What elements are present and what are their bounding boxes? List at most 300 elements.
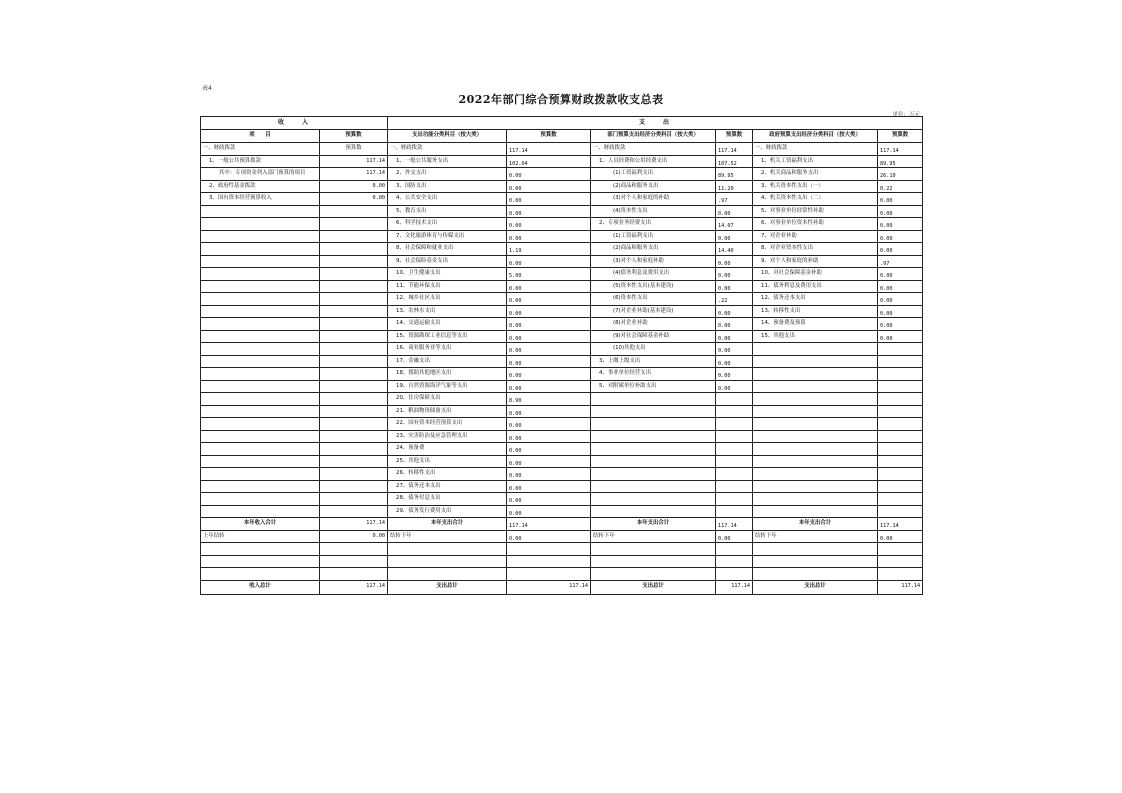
gov-item-cell bbox=[753, 343, 878, 356]
gov-item-cell bbox=[753, 355, 878, 368]
gov-value-cell bbox=[878, 443, 923, 456]
func-item-cell: 24、预备费 bbox=[388, 443, 507, 456]
gov-item-cell bbox=[753, 455, 878, 468]
func-item-cell: 3、国防支出 bbox=[388, 180, 507, 193]
blank-cell bbox=[388, 543, 507, 556]
dept-item-cell: (10)其他支出 bbox=[591, 343, 716, 356]
dept-item-cell: (8)对企业补助 bbox=[591, 318, 716, 331]
func-value-cell: 8.90 bbox=[507, 393, 591, 406]
func-item-cell: 28、债务付息支出 bbox=[388, 493, 507, 506]
gov-item-cell bbox=[753, 493, 878, 506]
dept-item-cell: 1、人员经费和公用经费支出 bbox=[591, 155, 716, 168]
dept-value-cell: 0.00 bbox=[716, 280, 753, 293]
gov-item-cell: 13、转移性支出 bbox=[753, 305, 878, 318]
func-item-cell: 17、金融支出 bbox=[388, 355, 507, 368]
total-row bbox=[201, 580, 923, 594]
subtotal-row bbox=[201, 518, 923, 531]
income-item-cell bbox=[201, 455, 320, 468]
table-row bbox=[201, 343, 923, 356]
func-item-cell: 25、其他支出 bbox=[388, 455, 507, 468]
table-row bbox=[201, 230, 923, 243]
func-item-cell: 23、灾害防治及应急管理支出 bbox=[388, 430, 507, 443]
func-value-cell: 0.00 bbox=[507, 480, 591, 493]
dept-value-cell bbox=[716, 480, 753, 493]
gov-value-cell: 0.00 bbox=[878, 268, 923, 281]
income-value-cell bbox=[320, 368, 388, 381]
gov-item-cell: 2、机关商品和服务支出 bbox=[753, 168, 878, 181]
func-value-cell: 0.00 bbox=[507, 218, 591, 231]
func-value-cell: 0.00 bbox=[507, 330, 591, 343]
income-item-cell bbox=[201, 393, 320, 406]
subtotal-func-value: 117.14 bbox=[507, 518, 591, 531]
blank-cell bbox=[878, 555, 923, 568]
income-value-cell bbox=[320, 418, 388, 431]
func-value-cell: 0.00 bbox=[507, 230, 591, 243]
dept-item-cell: (1)工资福利支出 bbox=[591, 168, 716, 181]
gov-value-cell: .97 bbox=[878, 255, 923, 268]
gov-value-cell bbox=[878, 355, 923, 368]
gov-item-cell: 15、其他支出 bbox=[753, 330, 878, 343]
gov-item-cell bbox=[753, 368, 878, 381]
income-value-cell bbox=[320, 230, 388, 243]
func-value-cell: 0.00 bbox=[507, 180, 591, 193]
blank-cell bbox=[388, 568, 507, 581]
func-item-cell: 一、财政拨款 bbox=[388, 143, 507, 156]
dept-budget-header: 预算数 bbox=[716, 130, 753, 143]
gov-item-cell bbox=[753, 430, 878, 443]
gov-value-cell bbox=[878, 343, 923, 356]
subtotal-dept-value: 117.14 bbox=[716, 518, 753, 531]
gov-item-cell: 7、对企业补助 bbox=[753, 230, 878, 243]
func-item-cell: 4、公共安全支出 bbox=[388, 193, 507, 206]
gov-value-cell bbox=[878, 368, 923, 381]
income-item-cell: 2、政府性基金拨款 bbox=[201, 180, 320, 193]
func-value-cell: 0.00 bbox=[507, 368, 591, 381]
blank-cell bbox=[591, 568, 716, 581]
table-row bbox=[201, 268, 923, 281]
income-item-cell bbox=[201, 205, 320, 218]
gov-item-cell: 3、机关资本性支出（一） bbox=[753, 180, 878, 193]
dept-item-cell: (4)资本性支出 bbox=[591, 205, 716, 218]
carry-gov-label: 结转下年 bbox=[753, 530, 878, 543]
dept-item-cell: (3)对个人和家庭的补助 bbox=[591, 193, 716, 206]
gov-value-cell: 0.00 bbox=[878, 193, 923, 206]
carry-gov-value: 0.00 bbox=[878, 530, 923, 543]
dept-item-cell bbox=[591, 455, 716, 468]
gov-value-cell bbox=[878, 505, 923, 518]
table-row bbox=[201, 255, 923, 268]
blank-cell bbox=[320, 543, 388, 556]
total-gov-label: 支出总计 bbox=[753, 580, 878, 594]
func-value-cell: 1.19 bbox=[507, 243, 591, 256]
gov-item-cell: 6、对事业单位资本性补助 bbox=[753, 218, 878, 231]
dept-item-cell bbox=[591, 405, 716, 418]
table-row bbox=[201, 293, 923, 306]
table-row bbox=[201, 305, 923, 318]
gov-item-cell: 11、债务利息及费用支出 bbox=[753, 280, 878, 293]
dept-value-cell bbox=[716, 455, 753, 468]
blank-cell bbox=[388, 555, 507, 568]
dept-item-cell: (2)商品和服务支出 bbox=[591, 180, 716, 193]
dept-value-cell: 0.00 bbox=[716, 305, 753, 318]
dept-value-cell: 0.00 bbox=[716, 343, 753, 356]
income-item-cell: 3、国有资本经营预算收入 bbox=[201, 193, 320, 206]
func-value-cell: 0.00 bbox=[507, 455, 591, 468]
func-value-cell: 5.00 bbox=[507, 268, 591, 281]
func-item-cell: 15、资源勘探工业信息等支出 bbox=[388, 330, 507, 343]
func-value-cell: 0.00 bbox=[507, 193, 591, 206]
dept-value-cell bbox=[716, 418, 753, 431]
income-item-header: 项 目 bbox=[201, 130, 320, 143]
func-item-cell: 21、粮油物资储备支出 bbox=[388, 405, 507, 418]
gov-value-cell: 0.00 bbox=[878, 205, 923, 218]
gov-value-cell bbox=[878, 380, 923, 393]
func-value-cell: 0.00 bbox=[507, 380, 591, 393]
table-row bbox=[201, 143, 923, 156]
dept-value-cell: 0.00 bbox=[716, 368, 753, 381]
func-item-cell: 19、自然资源海洋气象等支出 bbox=[388, 380, 507, 393]
func-item-cell: 6、科学技术支出 bbox=[388, 218, 507, 231]
gov-item-cell bbox=[753, 480, 878, 493]
income-value-cell bbox=[320, 243, 388, 256]
dept-item-cell bbox=[591, 418, 716, 431]
dept-value-cell: 0.00 bbox=[716, 205, 753, 218]
gov-value-cell: 0.00 bbox=[878, 318, 923, 331]
func-class-header: 支出功能分类科目（按大类） bbox=[388, 130, 507, 143]
dept-item-cell: 4、事业单位经营支出 bbox=[591, 368, 716, 381]
unit-label: 单位：万元 bbox=[892, 112, 920, 118]
gov-value-cell bbox=[878, 493, 923, 506]
income-value-cell bbox=[320, 505, 388, 518]
income-value-cell: 0.00 bbox=[320, 180, 388, 193]
gov-item-cell: 12、债务还本支出 bbox=[753, 293, 878, 306]
income-item-cell: 一、财政拨款 bbox=[201, 143, 320, 156]
dept-value-cell: 0.00 bbox=[716, 230, 753, 243]
func-item-cell: 22、国有资本经营预算支出 bbox=[388, 418, 507, 431]
func-value-cell: 0.00 bbox=[507, 205, 591, 218]
blank-cell bbox=[753, 543, 878, 556]
income-value-cell bbox=[320, 205, 388, 218]
income-value-cell bbox=[320, 380, 388, 393]
gov-value-cell: 0.00 bbox=[878, 230, 923, 243]
gov-value-cell bbox=[878, 430, 923, 443]
gov-value-cell: 0.00 bbox=[878, 305, 923, 318]
income-budget-header: 预算数 bbox=[320, 130, 388, 143]
subtotal-gov-value: 117.14 bbox=[878, 518, 923, 531]
carry-func-value: 0.00 bbox=[507, 530, 591, 543]
dept-item-cell bbox=[591, 505, 716, 518]
gov-value-cell bbox=[878, 405, 923, 418]
carry-row bbox=[201, 530, 923, 543]
func-item-cell: 1、一般公共服务支出 bbox=[388, 155, 507, 168]
blank-cell bbox=[591, 543, 716, 556]
income-item-cell bbox=[201, 493, 320, 506]
blank-cell bbox=[201, 543, 320, 556]
dept-item-cell: (2)商品和服务支出 bbox=[591, 243, 716, 256]
gov-item-cell bbox=[753, 418, 878, 431]
func-value-cell: 0.00 bbox=[507, 493, 591, 506]
table-row bbox=[201, 168, 923, 181]
blank-cell bbox=[753, 555, 878, 568]
func-value-cell: 0.00 bbox=[507, 405, 591, 418]
income-item-cell bbox=[201, 418, 320, 431]
gov-value-cell bbox=[878, 455, 923, 468]
income-value-cell bbox=[320, 280, 388, 293]
table-row bbox=[201, 155, 923, 168]
income-value-cell bbox=[320, 455, 388, 468]
blank-cell bbox=[320, 555, 388, 568]
dept-item-cell bbox=[591, 393, 716, 406]
blank-row bbox=[201, 555, 923, 568]
page-title: 2022年部门综合预算财政拨款收支总表 bbox=[458, 93, 664, 106]
subtotal-func-label: 本年支出合计 bbox=[388, 518, 507, 531]
dept-value-cell: 0.00 bbox=[716, 330, 753, 343]
table-row bbox=[201, 368, 923, 381]
func-item-cell: 5、教育支出 bbox=[388, 205, 507, 218]
func-item-cell: 10、卫生健康支出 bbox=[388, 268, 507, 281]
table-row bbox=[201, 205, 923, 218]
income-item-cell bbox=[201, 505, 320, 518]
income-item-cell: 其中：专项资金列入部门预算的项目 bbox=[201, 168, 320, 181]
dept-item-cell bbox=[591, 480, 716, 493]
income-item-cell bbox=[201, 368, 320, 381]
gov-value-cell: 26.10 bbox=[878, 168, 923, 181]
func-item-cell: 29、债务发行费用支出 bbox=[388, 505, 507, 518]
table-row bbox=[201, 193, 923, 206]
blank-cell bbox=[201, 555, 320, 568]
blank-cell bbox=[716, 568, 753, 581]
total-dept-value: 117.14 bbox=[716, 580, 753, 594]
table-row bbox=[201, 380, 923, 393]
gov-value-cell: 0.00 bbox=[878, 280, 923, 293]
income-item-cell bbox=[201, 218, 320, 231]
dept-item-cell: (7)对企业补助(基本建设) bbox=[591, 305, 716, 318]
gov-item-cell: 5、对事业单位经常性补助 bbox=[753, 205, 878, 218]
carry-income-value: 0.00 bbox=[320, 530, 388, 543]
dept-item-cell: 一、财政拨款 bbox=[591, 143, 716, 156]
income-header: 收 入 bbox=[201, 117, 388, 130]
blank-cell bbox=[201, 568, 320, 581]
table-row bbox=[201, 505, 923, 518]
table-row bbox=[201, 243, 923, 256]
gov-value-cell: 89.95 bbox=[878, 155, 923, 168]
dept-item-cell bbox=[591, 493, 716, 506]
dept-value-cell bbox=[716, 468, 753, 481]
func-item-cell: 13、农林水支出 bbox=[388, 305, 507, 318]
dept-value-cell: 117.14 bbox=[716, 143, 753, 156]
gov-value-cell: 0.00 bbox=[878, 293, 923, 306]
gov-item-cell bbox=[753, 443, 878, 456]
gov-budget-header: 预算数 bbox=[878, 130, 923, 143]
func-item-cell: 20、住房保障支出 bbox=[388, 393, 507, 406]
subtotal-income-value: 117.14 bbox=[320, 518, 388, 531]
dept-value-cell: 11.20 bbox=[716, 180, 753, 193]
gov-item-cell bbox=[753, 468, 878, 481]
gov-value-cell bbox=[878, 418, 923, 431]
dept-value-cell: 107.52 bbox=[716, 155, 753, 168]
income-item-cell bbox=[201, 380, 320, 393]
table-row bbox=[201, 180, 923, 193]
table-row bbox=[201, 455, 923, 468]
func-item-cell: 18、援助其他地区支出 bbox=[388, 368, 507, 381]
func-value-cell: 0.00 bbox=[507, 355, 591, 368]
income-item-cell bbox=[201, 305, 320, 318]
dept-value-cell bbox=[716, 430, 753, 443]
blank-cell bbox=[716, 555, 753, 568]
form-number: 表4 bbox=[202, 85, 212, 92]
dept-value-cell bbox=[716, 443, 753, 456]
blank-cell bbox=[507, 568, 591, 581]
income-item-cell bbox=[201, 480, 320, 493]
func-value-cell: 0.00 bbox=[507, 505, 591, 518]
dept-value-cell bbox=[716, 505, 753, 518]
dept-value-cell: .97 bbox=[716, 193, 753, 206]
dept-item-cell: (4)债务利息及费用支出 bbox=[591, 268, 716, 281]
blank-cell bbox=[507, 555, 591, 568]
income-value-cell bbox=[320, 405, 388, 418]
dept-value-cell: 14.07 bbox=[716, 218, 753, 231]
subtotal-dept-label: 本年支出合计 bbox=[591, 518, 716, 531]
gov-item-cell: 9、对个人和家庭的补助 bbox=[753, 255, 878, 268]
blank-cell bbox=[320, 568, 388, 581]
income-item-cell bbox=[201, 443, 320, 456]
income-value-cell bbox=[320, 393, 388, 406]
func-value-cell: 102.04 bbox=[507, 155, 591, 168]
income-item-cell bbox=[201, 230, 320, 243]
gov-item-cell: 1、机关工资福利支出 bbox=[753, 155, 878, 168]
func-item-cell: 8、社会保障和就业支出 bbox=[388, 243, 507, 256]
gov-item-cell: 一、财政拨款 bbox=[753, 143, 878, 156]
income-item-cell bbox=[201, 405, 320, 418]
blank-cell bbox=[591, 555, 716, 568]
income-value-cell bbox=[320, 480, 388, 493]
func-value-cell: 0.00 bbox=[507, 305, 591, 318]
income-item-cell bbox=[201, 268, 320, 281]
blank-cell bbox=[878, 543, 923, 556]
func-value-cell: 0.00 bbox=[507, 255, 591, 268]
income-item-cell bbox=[201, 280, 320, 293]
table-row bbox=[201, 393, 923, 406]
table-row bbox=[201, 493, 923, 506]
income-value-cell: 117.14 bbox=[320, 155, 388, 168]
total-func-value: 117.14 bbox=[507, 580, 591, 594]
gov-value-cell bbox=[878, 480, 923, 493]
dept-item-cell: (3)对个人和家庭补助 bbox=[591, 255, 716, 268]
blank-cell bbox=[753, 568, 878, 581]
func-value-cell: 0.00 bbox=[507, 280, 591, 293]
dept-item-cell: (1)工资福利支出 bbox=[591, 230, 716, 243]
dept-value-cell bbox=[716, 405, 753, 418]
gov-value-cell bbox=[878, 468, 923, 481]
income-value-cell bbox=[320, 255, 388, 268]
dept-item-cell bbox=[591, 468, 716, 481]
gov-item-cell: 8、对企业资本性支出 bbox=[753, 243, 878, 256]
gov-value-cell: 0.00 bbox=[878, 243, 923, 256]
dept-item-cell bbox=[591, 443, 716, 456]
dept-value-cell: 0.00 bbox=[716, 318, 753, 331]
income-item-cell bbox=[201, 293, 320, 306]
income-item-cell bbox=[201, 343, 320, 356]
func-value-cell: 0.00 bbox=[507, 430, 591, 443]
blank-row bbox=[201, 543, 923, 556]
func-item-cell: 11、节能环保支出 bbox=[388, 280, 507, 293]
total-gov-value: 117.14 bbox=[878, 580, 923, 594]
dept-value-cell: 0.00 bbox=[716, 255, 753, 268]
dept-item-cell: 2、专项业务经费支出 bbox=[591, 218, 716, 231]
func-item-cell: 27、债务还本支出 bbox=[388, 480, 507, 493]
gov-item-cell: 10、对社会保障基金补助 bbox=[753, 268, 878, 281]
blank-cell bbox=[507, 543, 591, 556]
table-row bbox=[201, 418, 923, 431]
table-row bbox=[201, 280, 923, 293]
func-item-cell: 26、转移性支出 bbox=[388, 468, 507, 481]
dept-value-cell: 14.40 bbox=[716, 243, 753, 256]
subtotal-income-label: 本年收入合计 bbox=[201, 518, 320, 531]
dept-item-cell bbox=[591, 430, 716, 443]
dept-item-cell: 3、上缴上级支出 bbox=[591, 355, 716, 368]
dept-econ-header: 部门预算支出经济分类科目（按大类） bbox=[591, 130, 716, 143]
func-item-cell: 16、商业服务业等支出 bbox=[388, 343, 507, 356]
income-value-cell bbox=[320, 218, 388, 231]
dept-item-cell: (6)资本性支出 bbox=[591, 293, 716, 306]
table-row bbox=[201, 405, 923, 418]
func-value-cell: 0.00 bbox=[507, 293, 591, 306]
income-value-cell bbox=[320, 293, 388, 306]
income-item-cell bbox=[201, 330, 320, 343]
income-value-cell bbox=[320, 430, 388, 443]
income-value-cell bbox=[320, 318, 388, 331]
table-row bbox=[201, 330, 923, 343]
income-value-cell bbox=[320, 443, 388, 456]
income-item-cell: 1、一般公共预算拨款 bbox=[201, 155, 320, 168]
income-value-cell bbox=[320, 268, 388, 281]
gov-item-cell bbox=[753, 405, 878, 418]
table-row bbox=[201, 480, 923, 493]
dept-value-cell: 89.95 bbox=[716, 168, 753, 181]
func-value-cell: 0.00 bbox=[507, 343, 591, 356]
gov-value-cell: 0.00 bbox=[878, 218, 923, 231]
carry-dept-value: 0.00 bbox=[716, 530, 753, 543]
table-row bbox=[201, 218, 923, 231]
table-row bbox=[201, 430, 923, 443]
dept-item-cell: (9)对社会保障基金补助 bbox=[591, 330, 716, 343]
income-item-cell bbox=[201, 430, 320, 443]
subtotal-gov-label: 本年支出合计 bbox=[753, 518, 878, 531]
expense-header: 支 出 bbox=[388, 117, 923, 130]
carry-dept-label: 结转下年 bbox=[591, 530, 716, 543]
func-item-cell: 9、社会保险基金支出 bbox=[388, 255, 507, 268]
func-budget-header: 预算数 bbox=[507, 130, 591, 143]
func-item-cell: 7、文化旅游体育与传媒支出 bbox=[388, 230, 507, 243]
income-item-cell bbox=[201, 255, 320, 268]
func-value-cell: 0.00 bbox=[507, 418, 591, 431]
blank-cell bbox=[716, 543, 753, 556]
func-value-cell: 117.14 bbox=[507, 143, 591, 156]
carry-func-label: 结转下年 bbox=[388, 530, 507, 543]
func-item-cell: 12、城乡社区支出 bbox=[388, 293, 507, 306]
dept-value-cell: 0.00 bbox=[716, 380, 753, 393]
total-func-label: 支出总计 bbox=[388, 580, 507, 594]
dept-item-cell: (5)资本性支出(基本建设) bbox=[591, 280, 716, 293]
income-item-cell bbox=[201, 468, 320, 481]
dept-value-cell: 0.00 bbox=[716, 268, 753, 281]
dept-item-cell: 5、对附属单位补助支出 bbox=[591, 380, 716, 393]
carry-income-label: 上年结转 bbox=[201, 530, 320, 543]
income-value-cell bbox=[320, 355, 388, 368]
income-item-cell bbox=[201, 243, 320, 256]
gov-item-cell bbox=[753, 505, 878, 518]
gov-item-cell: 14、预备费及预留 bbox=[753, 318, 878, 331]
